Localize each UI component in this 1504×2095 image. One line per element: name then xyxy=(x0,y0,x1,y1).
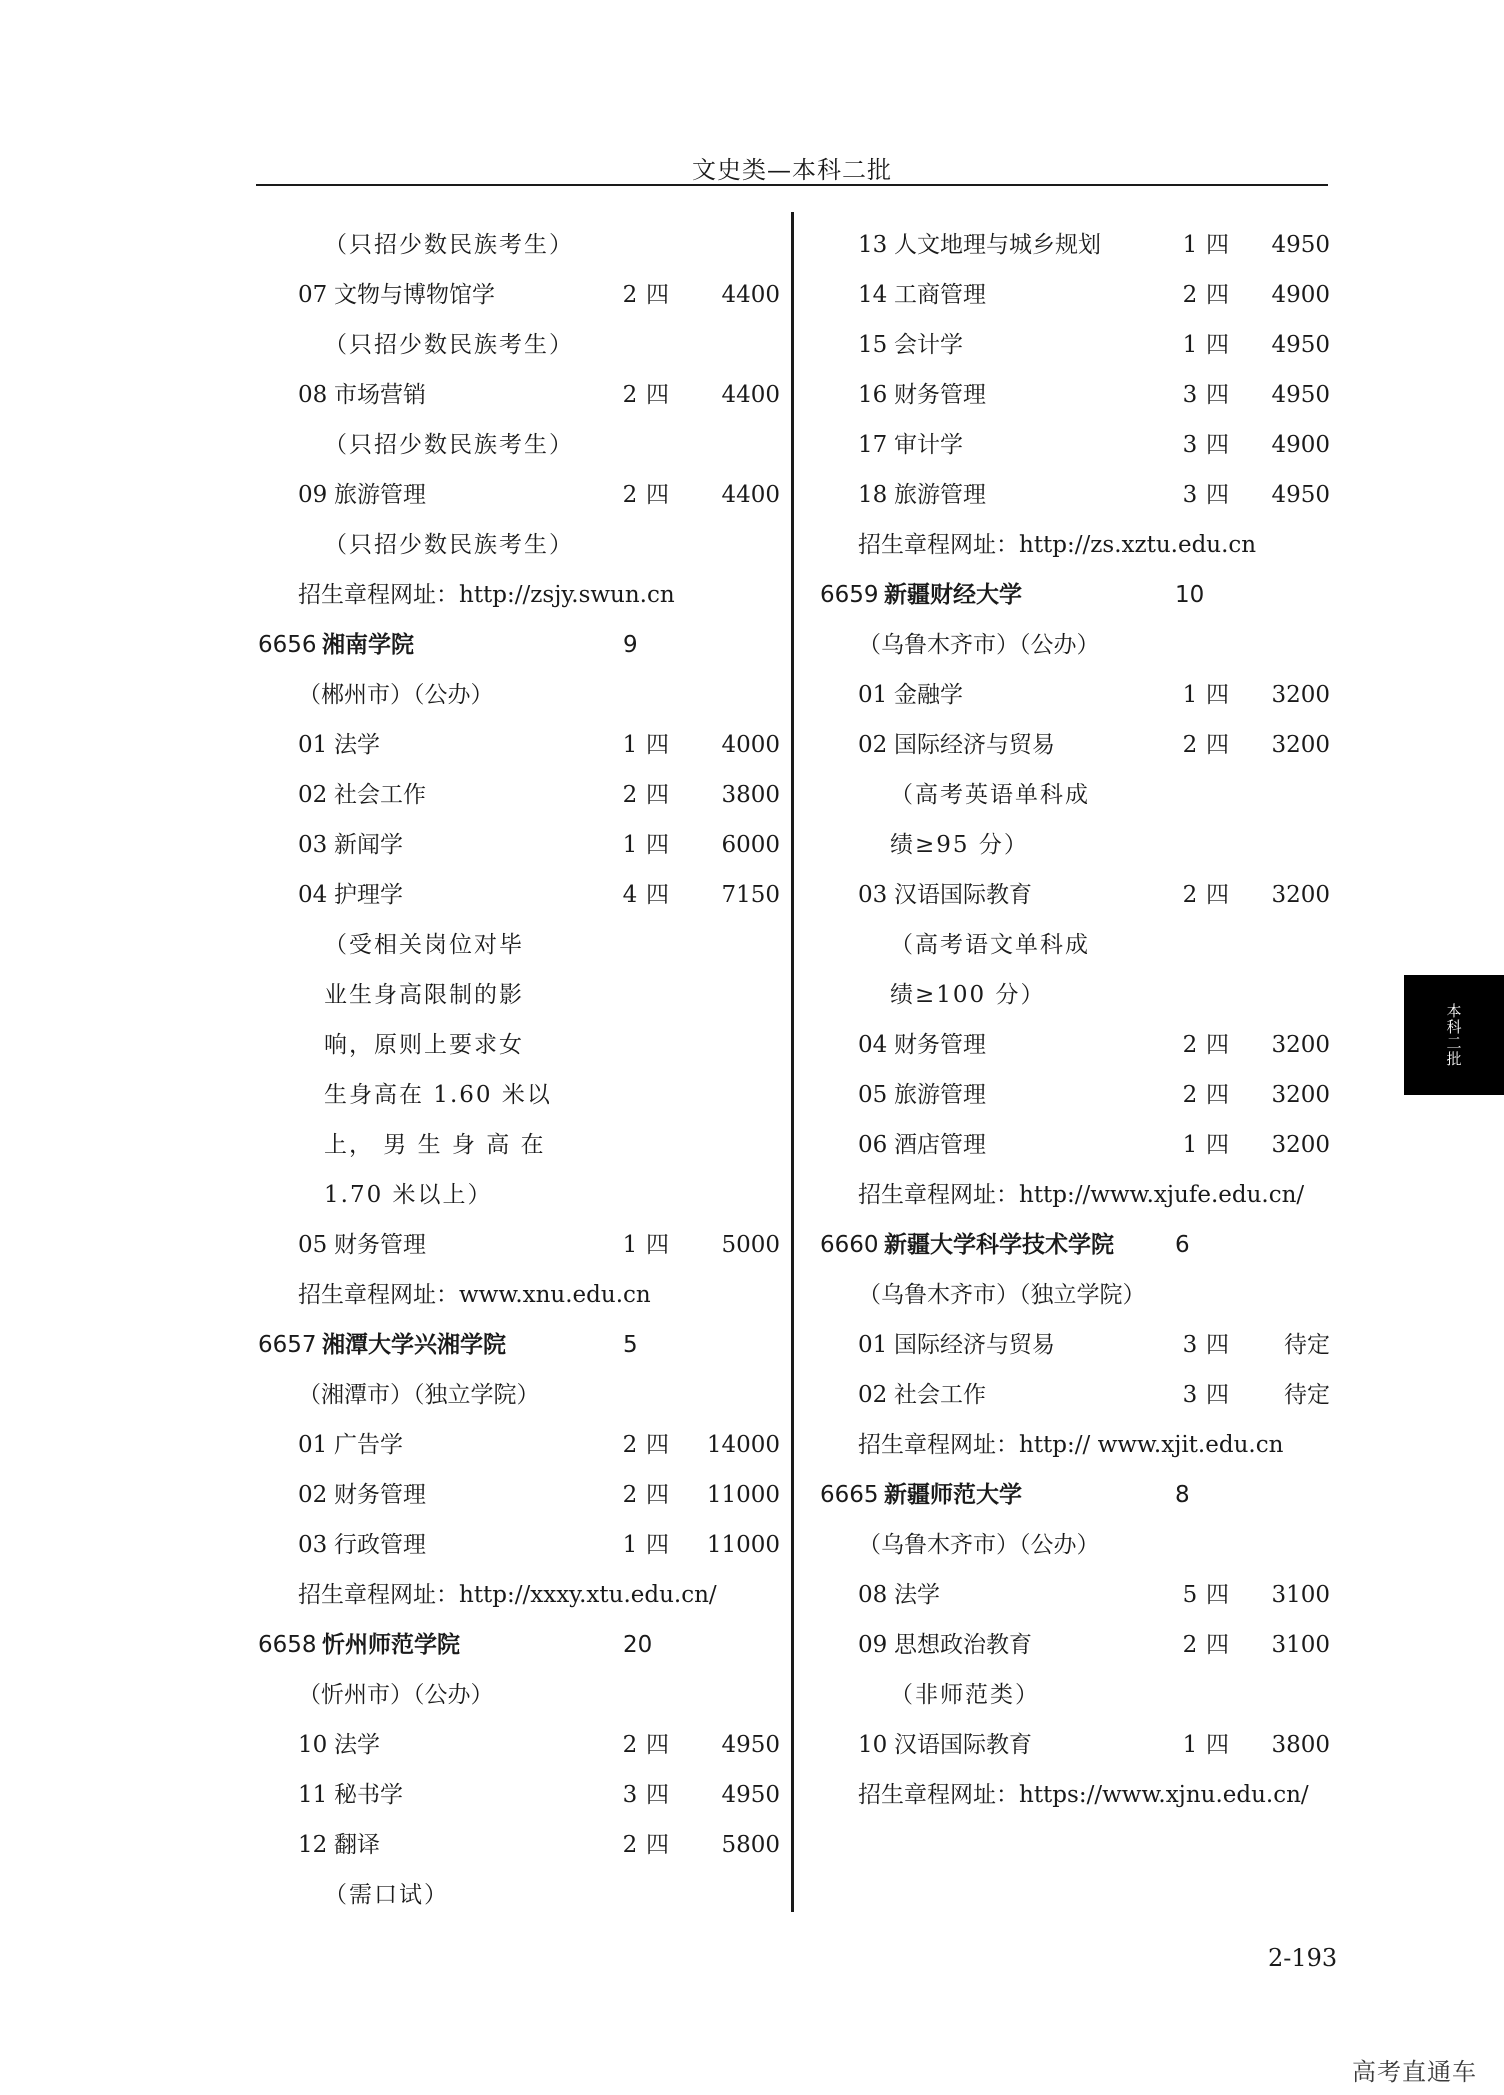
note-row xyxy=(820,970,1330,1020)
major-duration: 四 xyxy=(1206,1582,1229,1608)
major-fee: 4000 xyxy=(721,732,780,758)
major-row xyxy=(258,770,798,820)
school-row xyxy=(820,1470,1330,1520)
major-row xyxy=(820,320,1330,370)
major-row xyxy=(820,470,1330,520)
note-row xyxy=(258,1120,798,1170)
major-name: 财务管理 xyxy=(894,382,986,408)
major-note: 1.70 米以上） xyxy=(324,1182,493,1208)
admission-url: 招生章程网址：https://www.xjnu.edu.cn/ xyxy=(858,1782,1309,1808)
major-note: （只招少数民族考生） xyxy=(324,432,574,458)
major-quota: 2 xyxy=(622,282,638,308)
major-duration: 四 xyxy=(646,1232,669,1258)
note-row xyxy=(258,970,798,1020)
note-row xyxy=(820,920,1330,970)
major-name: 旅游管理 xyxy=(894,482,986,508)
note-row xyxy=(820,770,1330,820)
major-duration: 四 xyxy=(646,382,669,408)
major-name: 思想政治教育 xyxy=(894,1632,1032,1658)
school-location: （忻州市）（公办） xyxy=(298,1682,494,1708)
major-duration: 四 xyxy=(646,1432,669,1458)
major-note: （高考语文单科成 xyxy=(890,932,1090,958)
major-row xyxy=(258,370,798,420)
major-row xyxy=(820,420,1330,470)
major-row xyxy=(258,1220,798,1270)
major-duration: 四 xyxy=(646,732,669,758)
major-row xyxy=(820,1620,1330,1670)
major-code: 04 xyxy=(298,882,328,908)
major-name: 财务管理 xyxy=(894,1032,986,1058)
major-duration: 四 xyxy=(1206,1382,1229,1408)
school-code: 6659 xyxy=(820,582,879,608)
watermark: 高考直通车 xyxy=(1352,2058,1477,2086)
school-location-row xyxy=(820,1270,1330,1320)
admission-url: 招生章程网址：http://zsjy.swun.cn xyxy=(298,582,675,608)
major-row xyxy=(820,220,1330,270)
major-row xyxy=(258,1820,798,1870)
school-location: （乌鲁木齐市）（独立学院） xyxy=(858,1282,1146,1308)
major-fee: 4400 xyxy=(721,282,780,308)
major-duration: 四 xyxy=(646,1732,669,1758)
admission-url-row xyxy=(820,520,1330,570)
major-duration: 四 xyxy=(1206,1132,1229,1158)
major-row xyxy=(258,1720,798,1770)
note-row xyxy=(258,1870,798,1920)
major-duration: 四 xyxy=(646,1832,669,1858)
admission-url: 招生章程网址：www.xnu.edu.cn xyxy=(298,1282,651,1308)
major-fee: 3200 xyxy=(1271,882,1330,908)
major-fee: 11000 xyxy=(706,1532,780,1558)
note-row xyxy=(820,820,1330,870)
major-duration: 四 xyxy=(646,282,669,308)
major-row xyxy=(820,870,1330,920)
note-row xyxy=(258,520,798,570)
major-note: 绩≥100 分） xyxy=(890,982,1046,1008)
major-fee: 5800 xyxy=(721,1832,780,1858)
major-fee: 3100 xyxy=(1271,1632,1330,1658)
admission-url-row xyxy=(258,570,798,620)
major-code: 08 xyxy=(858,1582,888,1608)
major-fee: 4400 xyxy=(721,482,780,508)
major-quota: 2 xyxy=(622,782,638,808)
major-duration: 四 xyxy=(1206,232,1229,258)
admission-url: 招生章程网址：http://xxxy.xtu.edu.cn/ xyxy=(298,1582,717,1608)
major-note: 生身高在 1.60 米以 xyxy=(324,1082,552,1108)
major-code: 04 xyxy=(858,1032,888,1058)
major-name: 新闻学 xyxy=(334,832,403,858)
major-name: 行政管理 xyxy=(334,1532,426,1558)
school-location-row xyxy=(258,1670,798,1720)
major-fee: 3200 xyxy=(1271,1082,1330,1108)
major-fee: 4950 xyxy=(1271,482,1330,508)
school-location: （乌鲁木齐市）（公办） xyxy=(858,632,1100,658)
major-note: （需口试） xyxy=(324,1882,449,1908)
admission-url-row xyxy=(258,1270,798,1320)
major-quota: 1 xyxy=(1182,682,1198,708)
major-duration: 四 xyxy=(646,782,669,808)
major-fee: 7150 xyxy=(721,882,780,908)
major-duration: 四 xyxy=(646,882,669,908)
major-row xyxy=(820,270,1330,320)
school-code: 6656 xyxy=(258,632,317,658)
major-name: 护理学 xyxy=(334,882,403,908)
admission-url-row xyxy=(820,1770,1330,1820)
major-duration: 四 xyxy=(646,1782,669,1808)
major-note: （非师范类） xyxy=(890,1682,1040,1708)
major-duration: 四 xyxy=(1206,732,1229,758)
major-quota: 2 xyxy=(1182,1082,1198,1108)
school-code: 6660 xyxy=(820,1232,879,1258)
left-column xyxy=(258,220,798,1920)
major-name: 金融学 xyxy=(894,682,963,708)
major-code: 01 xyxy=(858,682,888,708)
major-fee: 6000 xyxy=(721,832,780,858)
school-quota: 8 xyxy=(1175,1482,1190,1508)
major-quota: 3 xyxy=(1182,482,1198,508)
major-quota: 2 xyxy=(1182,1032,1198,1058)
major-duration: 四 xyxy=(1206,1732,1229,1758)
major-quota: 3 xyxy=(1182,1332,1198,1358)
major-code: 14 xyxy=(858,282,888,308)
right-column xyxy=(820,220,1330,1820)
major-duration: 四 xyxy=(1206,382,1229,408)
major-code: 09 xyxy=(298,482,328,508)
major-code: 01 xyxy=(858,1332,888,1358)
major-row xyxy=(820,1720,1330,1770)
school-quota: 10 xyxy=(1175,582,1205,608)
major-quota: 1 xyxy=(622,832,638,858)
major-name: 国际经济与贸易 xyxy=(894,732,1055,758)
school-name: 新疆财经大学 xyxy=(884,582,1022,608)
major-name: 汉语国际教育 xyxy=(894,882,1032,908)
school-quota: 20 xyxy=(623,1632,653,1658)
major-name: 工商管理 xyxy=(894,282,986,308)
major-code: 03 xyxy=(858,882,888,908)
major-quota: 3 xyxy=(622,1782,638,1808)
major-duration: 四 xyxy=(1206,282,1229,308)
major-name: 财务管理 xyxy=(334,1482,426,1508)
major-name: 秘书学 xyxy=(334,1782,403,1808)
school-row xyxy=(258,1620,798,1670)
major-name: 法学 xyxy=(334,732,380,758)
admission-url-row xyxy=(258,1570,798,1620)
major-code: 11 xyxy=(298,1782,328,1808)
major-quota: 2 xyxy=(622,1432,638,1458)
school-quota: 5 xyxy=(623,1332,638,1358)
major-name: 汉语国际教育 xyxy=(894,1732,1032,1758)
school-name: 新疆师范大学 xyxy=(884,1482,1022,1508)
major-duration: 四 xyxy=(1206,482,1229,508)
major-fee: 4400 xyxy=(721,382,780,408)
major-quota: 1 xyxy=(1182,332,1198,358)
major-quota: 3 xyxy=(1182,382,1198,408)
major-row xyxy=(820,1370,1330,1420)
major-quota: 2 xyxy=(1182,882,1198,908)
school-quota: 9 xyxy=(623,632,638,658)
major-row xyxy=(820,670,1330,720)
admission-url: 招生章程网址：http://zs.xztu.edu.cn xyxy=(858,532,1257,558)
major-quota: 2 xyxy=(1182,1632,1198,1658)
major-quota: 2 xyxy=(622,1832,638,1858)
major-fee: 3200 xyxy=(1271,732,1330,758)
school-code: 6665 xyxy=(820,1482,879,1508)
school-row xyxy=(258,1320,798,1370)
school-row xyxy=(258,620,798,670)
note-row xyxy=(258,420,798,470)
major-name: 翻译 xyxy=(334,1832,380,1858)
school-location-row xyxy=(820,620,1330,670)
major-fee: 3800 xyxy=(1271,1732,1330,1758)
major-name: 市场营销 xyxy=(334,382,426,408)
major-row xyxy=(820,1120,1330,1170)
major-code: 02 xyxy=(858,732,888,758)
major-quota: 2 xyxy=(622,1482,638,1508)
major-fee: 3200 xyxy=(1271,1132,1330,1158)
major-quota: 1 xyxy=(1182,1732,1198,1758)
major-fee: 11000 xyxy=(706,1482,780,1508)
major-code: 03 xyxy=(298,1532,328,1558)
major-row xyxy=(258,1520,798,1570)
major-code: 16 xyxy=(858,382,888,408)
major-code: 12 xyxy=(298,1832,328,1858)
major-code: 06 xyxy=(858,1132,888,1158)
major-duration: 四 xyxy=(646,1532,669,1558)
major-quota: 1 xyxy=(622,732,638,758)
major-fee: 待定 xyxy=(1284,1332,1330,1358)
admission-url-row xyxy=(820,1170,1330,1220)
school-code: 6657 xyxy=(258,1332,317,1358)
major-name: 法学 xyxy=(334,1732,380,1758)
major-quota: 2 xyxy=(1182,282,1198,308)
major-quota: 2 xyxy=(1182,732,1198,758)
major-row xyxy=(258,820,798,870)
major-duration: 四 xyxy=(1206,432,1229,458)
major-name: 社会工作 xyxy=(334,782,426,808)
major-fee: 4950 xyxy=(721,1782,780,1808)
major-note: （高考英语单科成 xyxy=(890,782,1090,808)
school-name: 湘南学院 xyxy=(322,632,414,658)
major-quota: 1 xyxy=(1182,232,1198,258)
school-row xyxy=(820,1220,1330,1270)
major-code: 01 xyxy=(298,732,328,758)
major-code: 08 xyxy=(298,382,328,408)
major-name: 人文地理与城乡规划 xyxy=(894,232,1101,258)
school-code: 6658 xyxy=(258,1632,317,1658)
major-code: 15 xyxy=(858,332,888,358)
major-quota: 1 xyxy=(1182,1132,1198,1158)
major-code: 03 xyxy=(298,832,328,858)
major-duration: 四 xyxy=(1206,1032,1229,1058)
major-name: 法学 xyxy=(894,1582,940,1608)
major-name: 酒店管理 xyxy=(894,1132,986,1158)
note-row xyxy=(258,920,798,970)
major-fee: 3200 xyxy=(1271,1032,1330,1058)
major-duration: 四 xyxy=(1206,882,1229,908)
note-row xyxy=(258,220,798,270)
major-code: 17 xyxy=(858,432,888,458)
school-location: （湘潭市）（独立学院） xyxy=(298,1382,540,1408)
major-duration: 四 xyxy=(1206,1332,1229,1358)
major-quota: 3 xyxy=(1182,432,1198,458)
major-note: （只招少数民族考生） xyxy=(324,332,574,358)
major-row xyxy=(820,1020,1330,1070)
major-code: 05 xyxy=(858,1082,888,1108)
major-name: 国际经济与贸易 xyxy=(894,1332,1055,1358)
major-row xyxy=(820,720,1330,770)
school-quota: 6 xyxy=(1175,1232,1190,1258)
major-duration: 四 xyxy=(1206,1082,1229,1108)
major-quota: 1 xyxy=(622,1532,638,1558)
major-name: 财务管理 xyxy=(334,1232,426,1258)
major-fee: 5000 xyxy=(721,1232,780,1258)
major-quota: 2 xyxy=(622,382,638,408)
major-fee: 14000 xyxy=(706,1432,780,1458)
section-side-tab xyxy=(1404,975,1504,1095)
school-name: 新疆大学科学技术学院 xyxy=(884,1232,1114,1258)
major-fee: 4900 xyxy=(1271,282,1330,308)
page-header-title: 文史类—本科二批 xyxy=(692,156,892,184)
major-code: 09 xyxy=(858,1632,888,1658)
major-name: 会计学 xyxy=(894,332,963,358)
major-fee: 3800 xyxy=(721,782,780,808)
major-code: 02 xyxy=(298,1482,328,1508)
school-name: 忻州师范学院 xyxy=(322,1632,460,1658)
major-name: 旅游管理 xyxy=(334,482,426,508)
major-name: 审计学 xyxy=(894,432,963,458)
note-row xyxy=(258,320,798,370)
major-fee: 3200 xyxy=(1271,682,1330,708)
school-location-row xyxy=(258,1370,798,1420)
page-number: 2-193 xyxy=(1268,1944,1338,1972)
major-fee: 4900 xyxy=(1271,432,1330,458)
school-name: 湘潭大学兴湘学院 xyxy=(322,1332,506,1358)
major-row xyxy=(258,1770,798,1820)
admission-url-row xyxy=(820,1420,1330,1470)
major-quota: 3 xyxy=(1182,1382,1198,1408)
major-name: 广告学 xyxy=(334,1432,403,1458)
admission-url: 招生章程网址：http://www.xjufe.edu.cn/ xyxy=(858,1182,1305,1208)
school-location-row xyxy=(258,670,798,720)
major-row xyxy=(820,370,1330,420)
major-code: 05 xyxy=(298,1232,328,1258)
major-name: 文物与博物馆学 xyxy=(334,282,495,308)
major-duration: 四 xyxy=(1206,682,1229,708)
major-name: 旅游管理 xyxy=(894,1082,986,1108)
major-note: （只招少数民族考生） xyxy=(324,232,574,258)
major-row xyxy=(258,270,798,320)
major-quota: 5 xyxy=(1182,1582,1198,1608)
major-fee: 待定 xyxy=(1284,1382,1330,1408)
header-rule xyxy=(256,184,1328,186)
major-code: 07 xyxy=(298,282,328,308)
major-fee: 4950 xyxy=(1271,382,1330,408)
major-fee: 3100 xyxy=(1271,1582,1330,1608)
major-row xyxy=(820,1070,1330,1120)
school-location-row xyxy=(820,1520,1330,1570)
major-code: 13 xyxy=(858,232,888,258)
note-row xyxy=(258,1170,798,1220)
major-row xyxy=(820,1570,1330,1620)
major-quota: 2 xyxy=(622,1732,638,1758)
major-fee: 4950 xyxy=(721,1732,780,1758)
major-row xyxy=(258,1420,798,1470)
major-duration: 四 xyxy=(646,482,669,508)
major-name: 社会工作 xyxy=(894,1382,986,1408)
major-row xyxy=(258,1470,798,1520)
school-location: （郴州市）（公办） xyxy=(298,682,494,708)
major-duration: 四 xyxy=(1206,1632,1229,1658)
major-quota: 1 xyxy=(622,1232,638,1258)
major-duration: 四 xyxy=(646,1482,669,1508)
major-quota: 4 xyxy=(622,882,638,908)
admission-url: 招生章程网址：http:// www.xjit.edu.cn xyxy=(858,1432,1284,1458)
major-fee: 4950 xyxy=(1271,232,1330,258)
major-duration: 四 xyxy=(646,832,669,858)
major-row xyxy=(258,470,798,520)
major-row xyxy=(258,720,798,770)
major-note: 业生身高限制的影 xyxy=(324,982,524,1008)
major-code: 02 xyxy=(298,782,328,808)
major-code: 10 xyxy=(858,1732,888,1758)
major-note: 绩≥95 分） xyxy=(890,832,1029,858)
major-code: 10 xyxy=(298,1732,328,1758)
major-code: 18 xyxy=(858,482,888,508)
note-row xyxy=(258,1020,798,1070)
major-code: 02 xyxy=(858,1382,888,1408)
school-row xyxy=(820,570,1330,620)
major-note: 响，原则上要求女 xyxy=(324,1032,524,1058)
major-row xyxy=(258,870,798,920)
major-duration: 四 xyxy=(1206,332,1229,358)
note-row xyxy=(258,1070,798,1120)
major-note: （只招少数民族考生） xyxy=(324,532,574,558)
major-fee: 4950 xyxy=(1271,332,1330,358)
major-code: 01 xyxy=(298,1432,328,1458)
major-row xyxy=(820,1320,1330,1370)
note-row xyxy=(820,1670,1330,1720)
major-note: （受相关岗位对毕 xyxy=(324,932,524,958)
side-tab-label: 本科二批 xyxy=(1444,1003,1463,1067)
major-note: 上， 男 生 身 高 在 xyxy=(324,1132,546,1158)
school-location: （乌鲁木齐市）（公办） xyxy=(858,1532,1100,1558)
major-quota: 2 xyxy=(622,482,638,508)
